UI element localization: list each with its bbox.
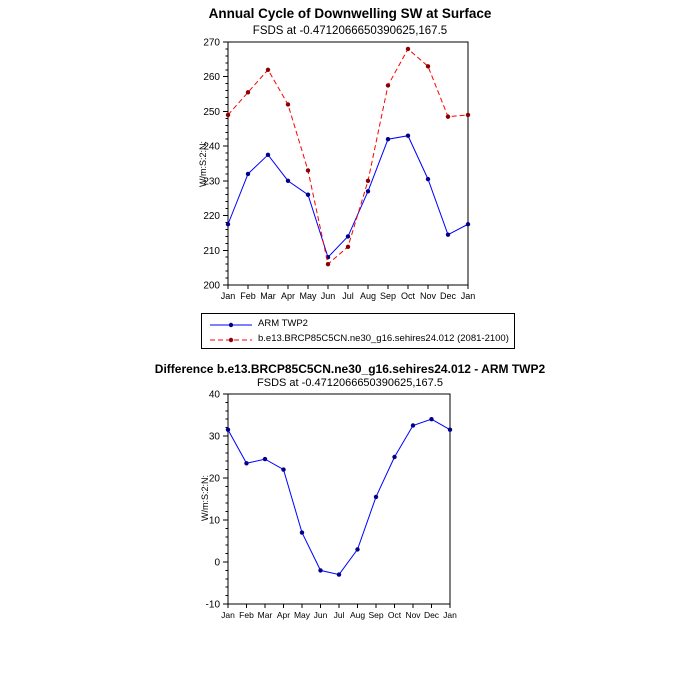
svg-text:0: 0: [214, 557, 220, 569]
svg-text:Jan: Jan: [220, 291, 236, 301]
svg-text:Feb: Feb: [239, 610, 254, 620]
svg-text:Aug: Aug: [349, 610, 366, 620]
svg-text:270: 270: [203, 37, 220, 49]
svg-text:220: 220: [203, 211, 220, 223]
bottom-chart-canvas: [170, 388, 510, 628]
svg-text:210: 210: [203, 245, 220, 257]
legend-item-arm-twp2: [208, 316, 508, 331]
svg-text:Feb: Feb: [240, 291, 256, 301]
axis-tick-labels: [203, 38, 475, 302]
svg-text:Jan: Jan: [443, 610, 457, 620]
bottom-chart-subtitle: FSDS at -0.4712066650390625,167.5: [257, 377, 443, 389]
legend-label-model-run: b.e13.BRCP85C5CN.ne30_g16.sehires24.012 (2081-2100): [258, 333, 509, 344]
svg-text:Nov: Nov: [419, 291, 437, 301]
top-chart-title: Annual Cycle of Downwelling SW at Surface: [208, 6, 492, 21]
svg-text:-10: -10: [205, 599, 220, 611]
svg-text:Oct: Oct: [400, 291, 416, 301]
svg-text:Dec: Dec: [439, 291, 457, 301]
legend-line-sample-model-run: [208, 333, 254, 345]
svg-text:Apr: Apr: [276, 610, 291, 620]
svg-text:Jan: Jan: [221, 610, 235, 620]
legend: [201, 313, 515, 349]
svg-text:240: 240: [203, 141, 220, 153]
svg-text:Jun: Jun: [320, 291, 336, 301]
svg-text:230: 230: [203, 176, 220, 188]
axis-ticks: [223, 394, 450, 608]
svg-text:250: 250: [203, 106, 220, 118]
bottom-chart-title: Difference b.e13.BRCP85C5CN.ne30_g16.sehires24.012 - ARM TWP2: [154, 362, 546, 376]
svg-text:May: May: [293, 610, 311, 620]
top-chart-y-axis-label: W/m:S:2:N:: [198, 140, 208, 188]
svg-text:Mar: Mar: [260, 291, 276, 301]
svg-text:40: 40: [208, 389, 220, 401]
bottom-chart-y-axis-label: W/m:S:2:N:: [200, 474, 210, 522]
svg-text:260: 260: [203, 72, 220, 84]
svg-text:Sep: Sep: [379, 291, 397, 301]
svg-text:Aug: Aug: [359, 291, 377, 301]
svg-text:Apr: Apr: [280, 291, 296, 301]
legend-line-sample-arm-twp2: [208, 318, 254, 330]
svg-text:Jul: Jul: [342, 291, 354, 301]
svg-text:10: 10: [208, 515, 220, 527]
svg-text:May: May: [299, 291, 317, 301]
svg-text:200: 200: [203, 280, 220, 292]
legend-item-model-run: [208, 331, 508, 346]
svg-text:Jan: Jan: [460, 291, 476, 301]
svg-text:30: 30: [208, 431, 220, 443]
svg-text:Mar: Mar: [257, 610, 273, 620]
axis-ticks: [223, 42, 468, 289]
svg-text:Oct: Oct: [387, 610, 402, 620]
top-chart-subtitle: FSDS at -0.4712066650390625,167.5: [252, 25, 448, 37]
svg-text:Nov: Nov: [405, 610, 421, 620]
series-difference: [226, 417, 452, 577]
svg-text:Dec: Dec: [423, 610, 440, 620]
svg-text:Sep: Sep: [368, 610, 384, 620]
svg-text:20: 20: [208, 473, 220, 485]
axis-tick-labels: [206, 390, 458, 621]
series-b.e13.brcp85c5cn.ne30_g16.sehires24.012-(2081-2100): [226, 47, 470, 267]
svg-text:Jul: Jul: [333, 610, 345, 620]
svg-text:Jun: Jun: [313, 610, 328, 620]
top-chart-canvas: [170, 36, 510, 312]
legend-label-arm-twp2: ARM TWP2: [258, 318, 308, 329]
series-arm-twp2: [226, 134, 470, 260]
